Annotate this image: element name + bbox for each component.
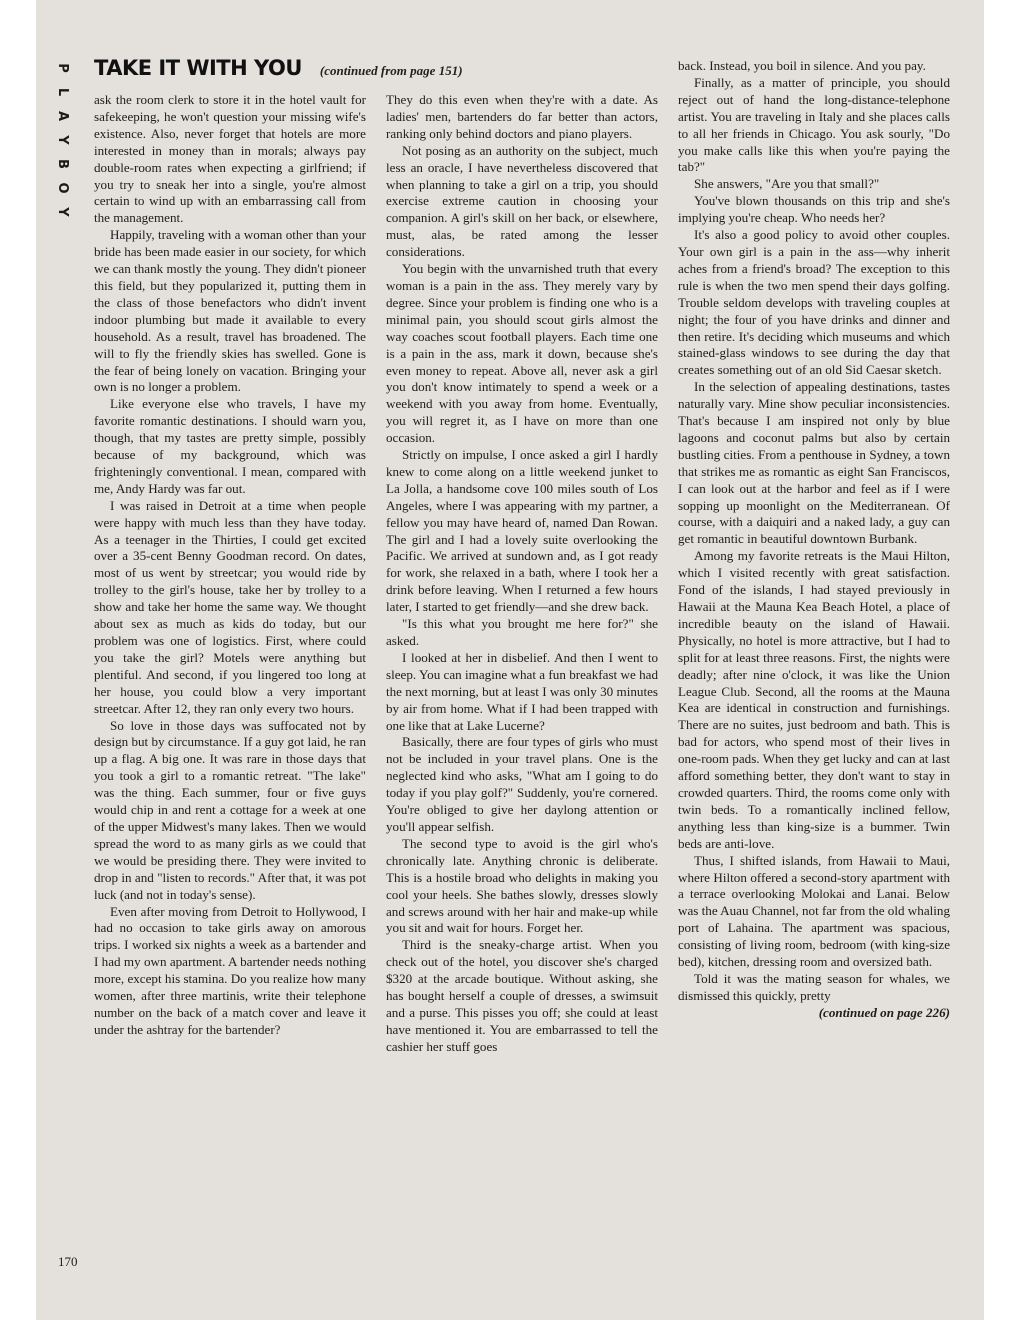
paragraph: They do this even when they're with a date. As ladies' men, bartenders do far better than actors, ranking only behind doctors and piano players. [386,92,658,141]
continued-from: (continued from page 151) [319,63,463,78]
paragraph: Thus, I shifted islands, from Hawaii to Maui, where Hilton offered a second-story apartment with a terrace overlooking Molokai and Lanai. Below was the Auau Channel, not far from the old whaling port of Lahaina. The apartment was spacious, consisting of living room, bedroom (with king-size bed), kitchen, dressing room and oversized bath. [678,852,950,970]
section-letter: P [55,63,70,73]
magazine-page [36,0,984,1320]
section-letter: Y [55,135,70,145]
article-header [94,56,463,86]
paragraph: Like everyone else who travels, I have my favorite romantic destinations. I should warn you, though, that my tastes are pretty simple, possibly because of my background, which was frighteningly conventional. I mean, compared with me, Andy Hardy was far out. [94,396,366,496]
section-letter: A [55,110,70,122]
section-letter: B [55,159,70,169]
paragraph: It's also a good policy to avoid other couples. Your own girl is a pain in the ass—why inherit aches from a friend's broad? The exception to this rule is when the two men spend their days golfing. Trouble seldom develops with traveling couples at night; the four of you have drinks and dinner and then retire. It's deciding which museums and which stained-glass windows to see during the day that creates something out of an old Sid Caesar sketch. [678,227,950,378]
paragraph: Happily, traveling with a woman other than your bride has been made easier in our society, for which we can thank mostly the young. They didn't pioneer this field, but they popularized it, putting them in the class of those benefactors who didn't invent indoor plumbing but made it available to every household. As a result, travel has broadened. The will to fly the friendly skies has swelled. Gone is the fear of being lonely on vacation. Bringing your own is no longer a problem. [94,227,366,395]
paragraph: Among my favorite retreats is the Maui Hilton, which I visited recently with great satisfaction. Fond of the islands, I had stayed previously in Hawaii at the Mauna Kea Beach Hotel, a place of incredible beauty on the island of Hawaii. Physically, no hotel is more attractive, but I had to split for at least three reasons. First, the nights were deadly; after nine o'clock, it was like the Union League Club. Second, all the rooms at the Mauna Kea are identical in construction and furnishings. There are no suites, just bedroom and bath. This is bad for actors, who spend most of their lives in one-room pads. When they get lucky and can at last afford something better, they don't want to stay in crowded quarters. Third, the rooms come only with twin beds. To a romantically inclined fellow, anything less than king-size is a bummer. Twin beds are anti-love. [678,548,950,851]
paragraph: Basically, there are four types of girls who must not be included in your travel plans. One is the neglected kind who asks, "What am I going to do today if you play golf?" Suddenly, you're cornered. You're obliged to give her daylong attention or you'll appear selfish. [386,734,658,834]
paragraph: Not posing as an authority on the subject, much less an oracle, I have nevertheless discovered that when planning to take a girl on a trip, you should exercise extreme caution in choosing your companion. A girl's skill on her back, or elsewhere, must, alas, be rated among the lesser considerations. [386,142,658,260]
section-letter: O [55,182,70,194]
page-number: 170 [58,1254,78,1269]
paragraph: back. Instead, you boil in silence. And you pay. [678,58,926,73]
section-label [54,56,70,224]
article-title: TAKE IT WITH YOU [94,56,302,80]
paragraph: ask the room clerk to store it in the hotel vault for safekeeping, he won't question your missing wife's existence. Also, never forget that hotels are more interested in money than in morals; always pay double-room rates when expecting a girlfriend; if you try to sneak her into a single, you're almost certain to wind up with an embarrassing call from the management. [94,92,366,226]
paragraph: Even after moving from Detroit to Hollywood, I had no occasion to take girls away on amorous trips. I worked six nights a week as a bartender and I had my own apartment. A bartender needs nothing more, except his stamina. Do you realize how many women, after three martinis, write their telephone number on the back of a match cover and leave it under the ashtray for the bartender? [94,903,366,1037]
paragraph: I was raised in Detroit at a time when people were happy with much less than they have today. As a teenager in the Thirties, I could get excited over a 35-cent Benny Goodman record. On dates, most of us went by streetcar; you would ride by trolley to the girl's house, take her by trolley to a show and take her home the same way. We thought about sex as much as kids do today, but our problem was one of logistics. First, where could you take the girl? Motels were anything but plentiful. And second, if you lingered too long at her house, you could blow a very important streetcar. After 12, they ran only every two hours. [94,497,366,716]
paragraph: "Is this what you brought me here for?" she asked. [386,616,658,648]
paragraph: You've blown thousands on this trip and she's implying you're cheap. Who needs her? [678,193,950,226]
paragraph: I looked at her in disbelief. And then I went to sleep. You can imagine what a fun breakfast we had the next morning, but at least I was only 30 minutes by air from home. What if I had been trapped with one like that at Lake Lucerne? [386,649,658,733]
column-2 [386,92,658,1056]
paragraph: She answers, "Are you that small?" [694,176,880,192]
paragraph: So love in those days was suffocated not by design but by circumstance. If a guy got laid, he ran up a flag. A big one. It was rare in those days that you took a girl to a romantic retreat. "The lake" was the thing. Each summer, four or five guys would chip in and rent a cottage for a week at one of the upper Midwest's many lakes. Then we would spread the word to as many girls as we could that we would be presiding there. They were invited to drop in and "listen to records." After that, it was pot luck (and not in today's sense). [94,717,366,902]
column-3 [678,58,950,1022]
paragraph: The second type to avoid is the girl who's chronically late. Anything chronic is deliberate. This is a hostile broad who delights in making you cool your heels. She bathes slowly, dresses slowly and screws around with her hair and make-up while you sit and wait for hours. Forget her. [386,835,658,936]
column-1 [94,92,366,1039]
section-letter: L [55,87,70,97]
paragraph: Finally, as a matter of principle, you should reject out of hand the long-distance-telephone artist. You are traveling in Italy and she places calls to all her friends in Chicago. You ask sourly, "Do you make calls like this when you're paying the tab?" [678,74,950,175]
paragraph: Told it was the mating season for whales, we dismissed this quickly, pretty [678,970,950,1003]
section-letter: Y [55,207,70,217]
continued-on: (continued on page 226) [818,1004,950,1020]
paragraph: Strictly on impulse, I once asked a girl I hardly knew to come along on a little weekend junket to La Jolla, a handsome cove 100 miles south of Los Angeles, where I was appearing with my partner, a fellow you may have heard of, named Dan Rowan. The girl and I had a lovely suite overlooking the Pacific. We arrived at sundown and, as I got ready for work, she relaxed in a bath, where I took her a drink before leaving. When I returned a few hours later, I started to get friendly—and she drew back. [386,447,658,615]
paragraph: You begin with the unvarnished truth that every woman is a pain in the ass. They merely vary by degree. Since your problem is finding one who is a minimal pain, you should scout girls almost the way coaches scout football players. Each time one is a pain in the ass, mark it down, because she's even money to repeat. Above all, never ask a girl you don't know intimately to spend a week or a weekend with you away from home. Eventually, you will regret it, as I have on more than one occasion. [386,261,658,446]
paragraph: Third is the sneaky-charge artist. When you check out of the hotel, you discover she's charged $320 at the arcade boutique. Without asking, she has bought herself a couple of dresses, a swimsuit and a purse. This pisses you off; she could at least have mentioned it. You are embarrassed to tell the cashier her stuff goes [386,937,658,1054]
paragraph: In the selection of appealing destinations, tastes naturally vary. Mine show peculiar inconsistencies. That's because I am inspired not only by blue lagoons and coconut palms but also by certain bustling cities. From a penthouse in Sydney, a town that strikes me as romantic as eight San Franciscos, I can look out at the harbor and feel as if I were sopping up moonlight on the Mediterranean. Of course, with a daiquiri and a naked lady, a guy can get romantic in beautiful downtown Burbank. [678,379,950,547]
